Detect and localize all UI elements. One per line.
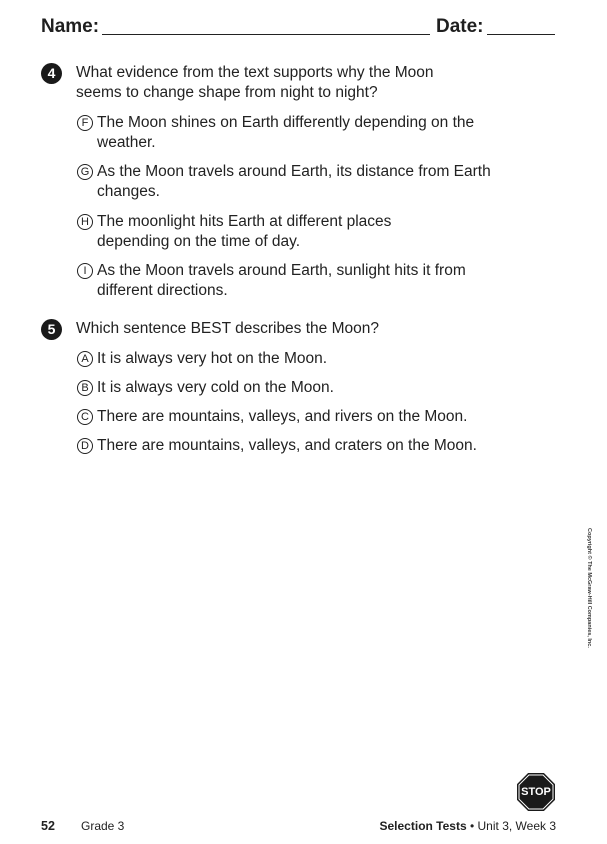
unit-week: Unit 3, Week 3	[477, 819, 556, 833]
header	[41, 14, 557, 44]
answer-bubble[interactable]: D	[77, 438, 93, 454]
question-text: What evidence from the text supports why the Moon seems to change shape from night to night?	[76, 64, 434, 101]
answer-text: As the Moon travels around Earth, sunlight hits it from different directions.	[97, 262, 466, 299]
footer-section-info	[380, 819, 557, 833]
page-number: 52	[41, 819, 55, 833]
answer-text: There are mountains, valleys, and craters on the Moon.	[97, 437, 477, 454]
answer-bubble[interactable]: H	[77, 214, 93, 230]
date-label: Date:	[436, 16, 484, 37]
answer-text: The Moon shines on Earth differently depending on the weather.	[97, 114, 475, 151]
question-number-badge: 5	[41, 319, 62, 340]
answer-bubble[interactable]: F	[77, 115, 93, 131]
stop-sign-icon	[517, 773, 555, 811]
answer-bubble[interactable]: B	[77, 380, 93, 396]
name-label: Name:	[41, 16, 100, 37]
answer-bubble[interactable]: A	[77, 351, 93, 367]
answer-text: The moonlight hits Earth at different places depending on the time of day.	[97, 213, 392, 250]
answer-text: As the Moon travels around Earth, its distance from Earth changes.	[97, 163, 491, 200]
answer-text: There are mountains, valleys, and rivers on the Moon.	[97, 408, 468, 425]
section-title: Selection Tests	[379, 819, 467, 833]
stop-label: STOP	[521, 786, 551, 798]
question-number-badge: 4	[41, 63, 62, 84]
answer-text: It is always very cold on the Moon.	[97, 379, 334, 396]
question-text: Which sentence BEST describes the Moon?	[76, 320, 379, 337]
name-field-line[interactable]	[102, 34, 430, 35]
answer-bubble[interactable]: C	[77, 409, 93, 425]
answer-bubble[interactable]: G	[77, 164, 93, 180]
grade-label: Grade 3	[81, 819, 125, 833]
copyright-notice	[586, 528, 592, 658]
answer-bubble[interactable]: I	[77, 263, 93, 279]
copyright-text: Copyright © The McGraw-Hill Companies, Inc.	[586, 528, 592, 648]
date-field-line[interactable]	[487, 34, 555, 35]
answer-text: It is always very hot on the Moon.	[97, 350, 328, 367]
footer-separator: •	[466, 819, 478, 833]
